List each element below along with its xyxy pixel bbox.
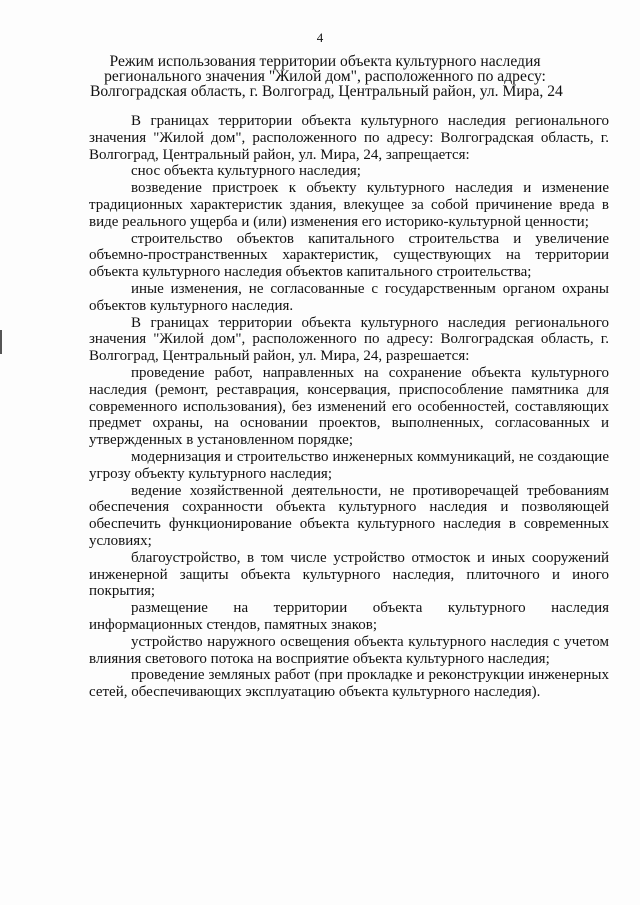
page-number: 4 xyxy=(316,30,324,45)
scan-margin-mark xyxy=(0,330,2,354)
paragraph-item: проведение работ, направленных на сохранение объекта культурного наследия (ремонт, реставрация, консервация, приспособление памятника для современного использования), без изменений его особенностей, составляющих предмет охраны, на основании проектов, выполненных, согласованных и утвержденных в установленном порядке; xyxy=(89,364,609,449)
paragraph-item: устройство наружного освещения объекта культурного наследия с учетом влияния светового потока на восприятие объекта культурного наследия; xyxy=(89,633,609,667)
paragraph-item: строительство объектов капитального строительства и увеличение объемно-пространственных характеристик, существующих на территории объекта культурного наследия объектов капитального строительства; xyxy=(89,230,609,281)
paragraph-item: возведение пристроек к объекту культурного наследия и изменение традиционных характеристик здания, влекущее за собой причинение вреда в виде реального ущерба и (или) изменения его историко-культурной ценности; xyxy=(89,180,609,230)
paragraph-permissions-intro: В границах территории объекта культурного наследия регионального значения "Жилой дом", расположенного по адресу: Волгоградская область, г. Волгоград, Центральный район, ул. Мира, 24, разрешается: xyxy=(89,314,609,365)
paragraph-prohibitions-intro: В границах территории объекта культурного наследия регионального значения "Жилой дом", расположенного по адресу: Волгоградская область, г. Волгоград, Центральный район, ул. Мира, 24, запрещается: xyxy=(89,113,609,163)
paragraph-item: благоустройство, в том числе устройство отмосток и иных сооружений инженерной защиты объекта культурного наследия, плиточного и иного покрытия; xyxy=(89,549,609,600)
title-line: регионального значения "Жилой дом", расположенного по адресу: xyxy=(104,68,546,85)
title-line: Волгоградская область, г. Волгоград, Центральный район, ул. Мира, 24 xyxy=(90,83,563,100)
paragraph-item: ведение хозяйственной деятельности, не противоречащей требованиям обеспечения сохранности объекта культурного наследия и позволяющей обеспечить функционирование объекта культурного наследия в современных условиях; xyxy=(89,482,609,549)
paragraph-item: модернизация и строительство инженерных коммуникаций, не создающие угрозу объекту культурного наследия; xyxy=(89,448,609,482)
paragraph-item: размещение на территории объекта культурного наследия информационных стендов, памятных знаков; xyxy=(89,600,609,633)
document-body xyxy=(89,113,609,701)
title-line: Режим использования территории объекта культурного наследия xyxy=(109,53,541,70)
document-title xyxy=(90,53,563,100)
paragraph-item: иные изменения, не согласованные с государственным органом охраны объектов культурного наследия. xyxy=(89,280,609,314)
paragraph-item: снос объекта культурного наследия; xyxy=(131,163,361,180)
paragraph-item: проведение земляных работ (при прокладке и реконструкции инженерных сетей, обеспечивающих эксплуатацию объекта культурного наследия). xyxy=(89,667,609,701)
